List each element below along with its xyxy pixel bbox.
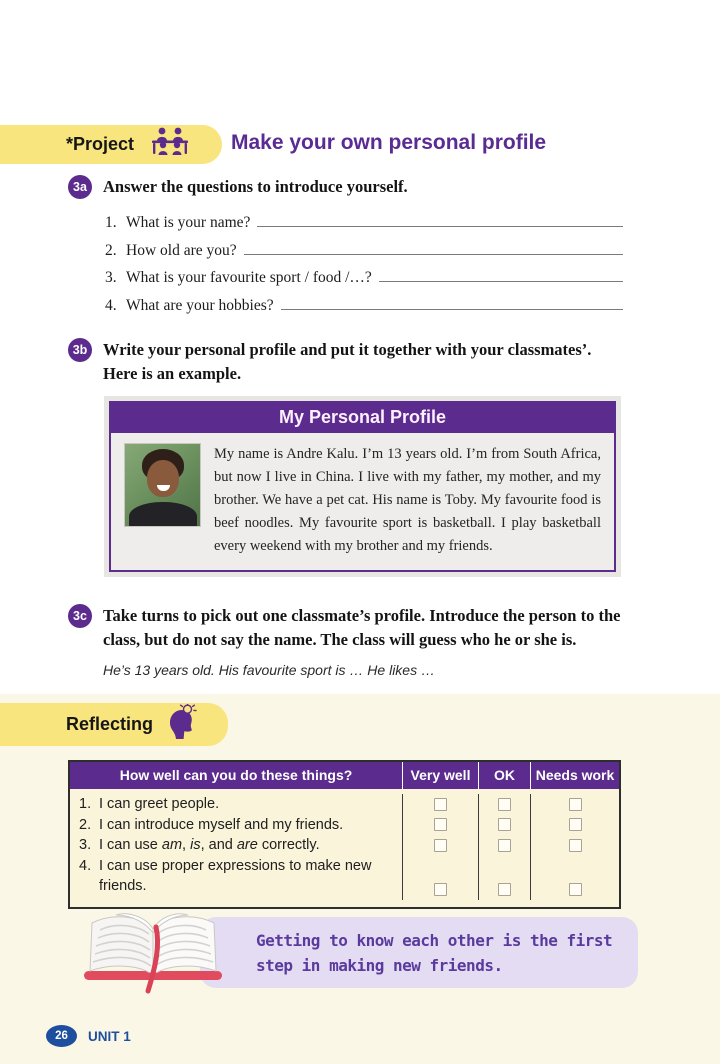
checkbox-row2-needs-work[interactable]	[569, 818, 582, 831]
project-header	[0, 125, 720, 165]
section-3a	[68, 175, 608, 199]
checkbox-row1-very-well[interactable]	[434, 798, 447, 811]
table-row-text: 3. I can use am, is, and are correctly.	[79, 837, 320, 853]
unit-label: UNIT 1	[88, 1028, 131, 1044]
answer-blank[interactable]	[379, 265, 623, 282]
answer-blank[interactable]	[281, 293, 623, 310]
reflection-table-body	[70, 789, 619, 907]
checkbox-cell	[530, 794, 619, 815]
question-text: How old are you?	[126, 241, 237, 259]
checkbox-cell	[530, 856, 619, 900]
question-text: What is your name?	[126, 214, 251, 231]
project-icon	[148, 127, 192, 163]
question-row	[105, 293, 623, 321]
checkbox-row3-ok[interactable]	[498, 839, 511, 852]
checkbox-row1-ok[interactable]	[498, 798, 511, 811]
page-title: Make your own personal profile	[231, 131, 547, 154]
instruction-3b	[103, 338, 591, 386]
checkbox-row1-needs-work[interactable]	[569, 798, 582, 811]
tip-bubble	[200, 917, 638, 988]
checkbox-cell	[402, 794, 478, 815]
question-row	[105, 238, 623, 266]
page-number-badge: 26	[46, 1025, 77, 1047]
question-number: 3.	[105, 269, 117, 286]
question-number: 1.	[105, 214, 117, 231]
instruction-3a: Answer the questions to introduce yourself.	[103, 177, 408, 196]
checkbox-row3-needs-work[interactable]	[569, 839, 582, 852]
checkbox-row4-very-well[interactable]	[434, 883, 447, 896]
profile-card	[104, 396, 621, 577]
project-tab	[0, 125, 222, 164]
header-question-col: How well can you do these things?	[119, 767, 353, 783]
profile-photo	[124, 443, 201, 527]
checkbox-row2-very-well[interactable]	[434, 818, 447, 831]
example-sentence: He’s 13 years old. His favourite sport is … He likes …	[103, 662, 435, 678]
profile-card-title: My Personal Profile	[111, 403, 614, 433]
checkbox-row4-needs-work[interactable]	[569, 883, 582, 896]
header-ok: OK	[478, 762, 530, 789]
table-row-text: 2. I can introduce myself and my friends.	[79, 816, 344, 833]
checkbox-row4-ok[interactable]	[498, 883, 511, 896]
question-text: What is your favourite sport / food /…?	[126, 269, 372, 286]
open-book-icon	[76, 903, 230, 997]
reflecting-tab	[0, 703, 228, 746]
checkbox-cell	[402, 815, 478, 836]
question-list	[105, 210, 623, 320]
page-footer	[46, 1025, 131, 1047]
question-number: 4.	[105, 296, 117, 314]
checkbox-cell	[530, 815, 619, 836]
table-row-text: 4. I can use proper expressions to make new friends.	[79, 857, 372, 894]
checkbox-cell	[478, 815, 530, 836]
profile-text: My name is Andre Kalu. I’m 13 years old. I’m from South Africa, but now I live in China. I live with my father, my mother, and my brother. We have a pet cat. His name is Toby. My favourite food is beef noodles. My favourite sport is basketball. I play basketball every weekend with my brother and my friends.	[214, 446, 601, 554]
badge-3a: 3a	[68, 175, 92, 199]
badge-3c: 3c	[68, 604, 92, 628]
reflection-table	[68, 760, 621, 909]
project-label: *Project	[66, 134, 135, 154]
checkbox-cell	[478, 835, 530, 856]
reflecting-label: Reflecting	[66, 714, 154, 734]
answer-blank[interactable]	[244, 238, 623, 255]
instruction-3b-line2: Here is an example.	[103, 364, 242, 383]
tip-line2: step in making new friends.	[256, 956, 503, 975]
checkbox-cell	[402, 856, 478, 900]
reflecting-icon	[166, 704, 197, 745]
tip-line1: Getting to know each other is the first	[256, 931, 613, 950]
question-number: 2.	[105, 241, 117, 259]
badge-3b: 3b	[68, 338, 92, 362]
instruction-3c: Take turns to pick out one classmate’s profile. Introduce the person to the class, but do not say the name. The class will guess who he or she is.	[103, 606, 621, 649]
instruction-3b-line1: Write your personal profile and put it together with your classmates’.	[103, 340, 592, 359]
question-row	[105, 265, 623, 293]
checkbox-cell	[402, 835, 478, 856]
checkbox-cell	[530, 835, 619, 856]
section-3b	[68, 338, 624, 386]
question-text: What are your hobbies?	[126, 296, 274, 314]
checkbox-cell	[478, 794, 530, 815]
reflection-table-header	[70, 762, 619, 789]
section-3c	[68, 604, 624, 678]
header-very-well: Very well	[402, 762, 478, 789]
checkbox-cell	[478, 856, 530, 900]
checkbox-row3-very-well[interactable]	[434, 839, 447, 852]
header-needs-work: Needs work	[530, 762, 619, 789]
question-row	[105, 210, 623, 238]
table-row-text: 1. I can greet people.	[79, 796, 220, 812]
checkbox-row2-ok[interactable]	[498, 818, 511, 831]
answer-blank[interactable]	[257, 210, 623, 227]
